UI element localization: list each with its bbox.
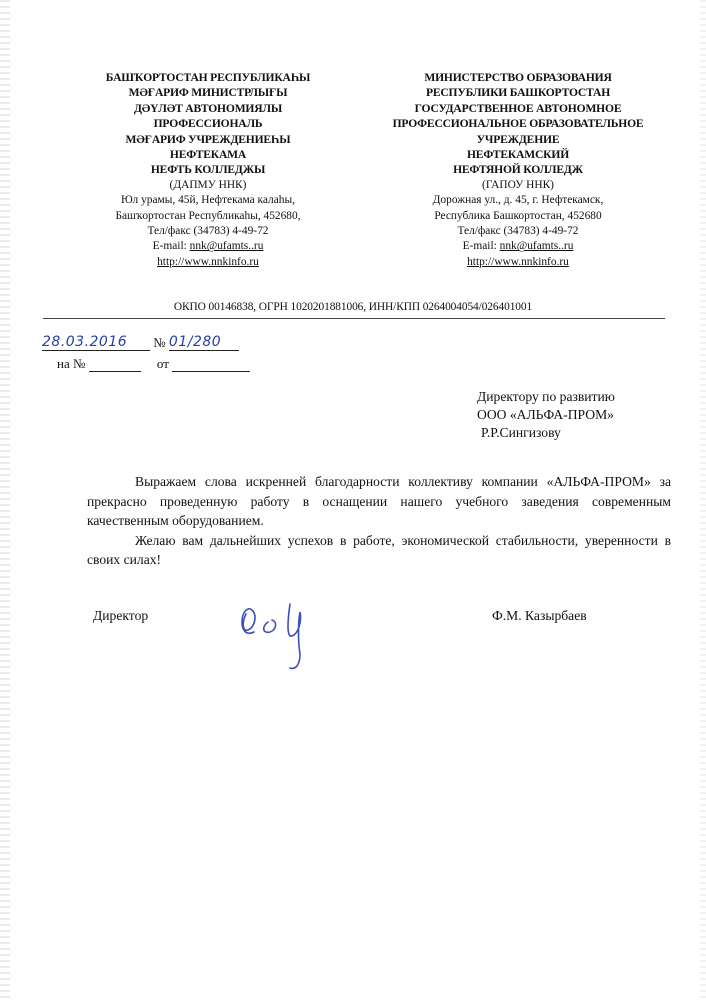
org-abbreviation: (ДАПМУ ННК) (169, 178, 247, 191)
address-line: Республика Башкортостан, 452680 (434, 209, 602, 222)
letterhead-line: НЕФТЯНОЙ КОЛЛЕДЖ (453, 163, 583, 177)
email-link[interactable]: nnk@ufamts..ru (189, 240, 264, 253)
org-abbreviation: (ГАПОУ ННК) (482, 178, 554, 191)
letterhead-line: ПРОФЕССИОНАЛЬ (153, 117, 263, 131)
email-line (386, 239, 650, 254)
handwritten-date: 28.03.2016 (42, 334, 128, 350)
addressee-line: Р.Р.Сингизову (481, 425, 561, 440)
date-field (42, 334, 150, 351)
from-label: от (156, 356, 169, 371)
letterhead-line: РЕСПУБЛИКИ БАШКОРТОСТАН (425, 86, 611, 100)
email-link[interactable]: nnk@ufamts..ru (499, 240, 574, 253)
letterhead-line: НЕФТЕКАМА (169, 148, 247, 162)
letterhead-line: МИНИСТЕРСТВО ОБРАЗОВАНИЯ (424, 71, 612, 84)
handwritten-signature (228, 592, 338, 682)
number-field (169, 334, 239, 351)
letterhead-line: УЧРЕЖДЕНИЕ (476, 132, 560, 146)
ref-label: на № (57, 356, 86, 371)
signatory-title: Директор (93, 608, 149, 623)
reference-line (57, 356, 250, 372)
letterhead-line: МӘҒАРИФ МИНИСТРЛЫҒЫ (128, 86, 288, 100)
letterhead-russian (386, 70, 650, 270)
letterhead-line: ГОСУДАРСТВЕННОЕ АВТОНОМНОЕ (414, 101, 622, 115)
letterhead-line: НЕФТЕКАМСКИЙ (466, 148, 570, 162)
address-line: Дорожная ул., д. 45, г. Нефтекамск, (432, 194, 604, 207)
header-divider (43, 318, 665, 319)
body-paragraph: Выражаем слова искренней благодарности коллективу компании «АЛЬФА-ПРОМ» за прекрасно проведенную работу в оснащении нашего учебного заведения современным качественным оборудованием. (87, 474, 671, 528)
phone-fax: Тел/факс (34783) 4-49-72 (147, 225, 269, 238)
letter-body (87, 472, 671, 570)
email-label: E-mail: (462, 240, 500, 253)
letterhead-line: МӘҒАРИФ УЧРЕЖДЕНИЕҺЫ (125, 132, 291, 146)
handwritten-number: 01/280 (168, 334, 222, 350)
number-label: № (153, 335, 166, 350)
letterhead-line: БАШҠОРТОСТАН РЕСПУБЛИКАҺЫ (105, 71, 311, 84)
addressee-line: Директору по развитию (477, 389, 615, 404)
email-label: E-mail: (152, 240, 190, 253)
phone-fax: Тел/факс (34783) 4-49-72 (457, 225, 579, 238)
scan-edge-left (0, 0, 10, 1000)
addressee-block (477, 388, 615, 442)
address-line: Башҡортостан Республикаһы, 452680, (115, 209, 301, 222)
letterhead-line: ДӘҮЛӘТ АВТОНОМИЯЛЫ (133, 101, 283, 115)
ref-date-blank (172, 359, 250, 372)
outgoing-registration (42, 334, 239, 351)
letterhead-line: ПРОФЕССИОНАЛЬНОЕ ОБРАЗОВАТЕЛЬНОЕ (392, 117, 644, 131)
website-link[interactable]: http://www.nnkinfo.ru (157, 255, 259, 268)
signatory-name: Ф.М. Казырбаев (492, 608, 587, 623)
body-paragraph: Желаю вам дальнейших успехов в работе, экономической стабильности, уверенности в своих силах! (87, 532, 671, 567)
letterhead-bashkir (98, 70, 318, 270)
letterhead-line: НЕФТЬ КОЛЛЕДЖЫ (150, 163, 266, 177)
email-line (98, 239, 318, 254)
registration-codes: ОКПО 00146838, ОГРН 1020201881006, ИНН/КПП 0264004054/026401001 (173, 301, 533, 313)
addressee-line: ООО «АЛЬФА-ПРОМ» (477, 407, 614, 422)
address-line: Юл урамы, 45й, Нефтекама калаһы, (120, 194, 295, 207)
ref-number-blank (89, 359, 141, 372)
scan-edge-right (700, 0, 706, 1000)
website-link[interactable]: http://www.nnkinfo.ru (467, 255, 569, 268)
